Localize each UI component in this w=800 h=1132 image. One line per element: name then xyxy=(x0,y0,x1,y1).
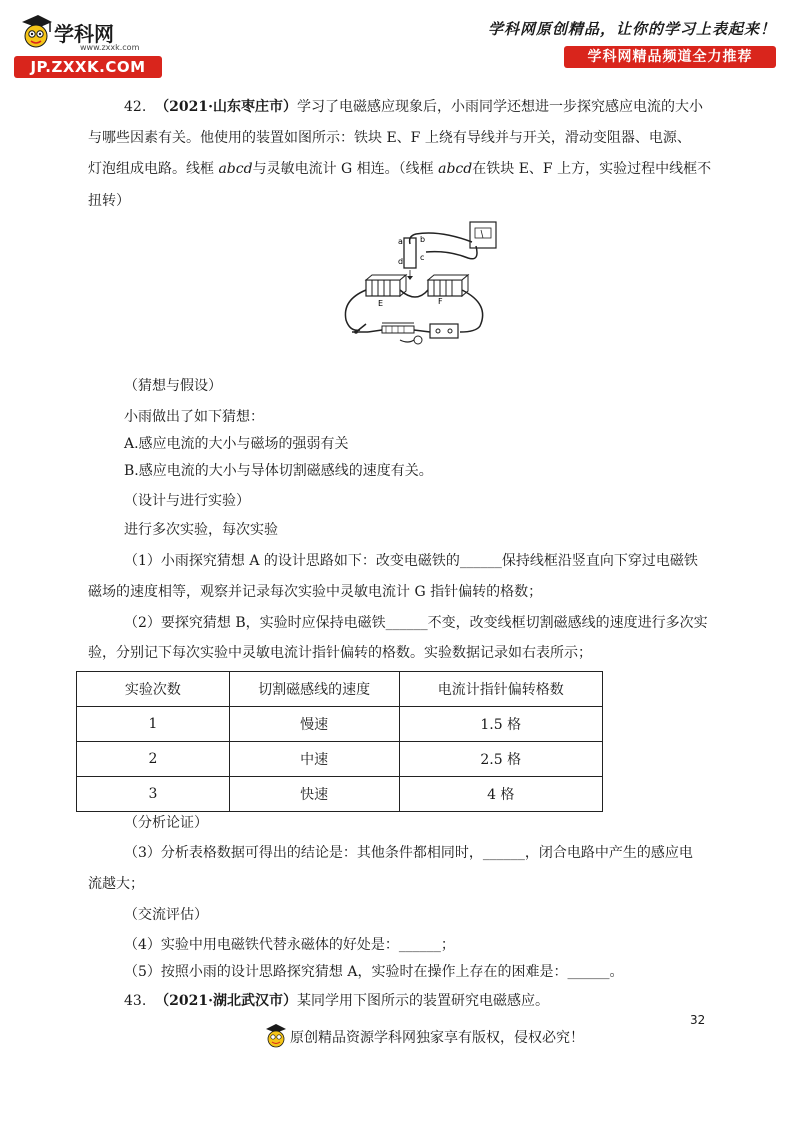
rheostat-icon xyxy=(382,323,414,333)
label-f: F xyxy=(438,297,443,306)
table-cell: 慢速 xyxy=(229,707,399,742)
q43-number: 43. xyxy=(124,993,147,1009)
part-3-line-1: （3）分析表格数据可得出的结论是：其他条件都相同时，______，闭合电路中产生的感应电 xyxy=(124,845,693,861)
q42-line-2: 与哪些因素有关。他使用的装置如图所示：铁块 E、F 上绕有导线并与开关，滑动变阻器、电源、 xyxy=(88,130,691,146)
galvanometer-icon xyxy=(470,222,496,248)
q42-number: 42. xyxy=(124,99,147,115)
part-2-line-2: 验，分别记下每次实验中灵敏电流计指针偏转的格数。实验数据记录如右表所示； xyxy=(88,645,592,661)
q42-text-1: 学习了电磁感应现象后，小雨同学还想进一步探究感应电流的大小 xyxy=(297,99,704,115)
q42-line-4: 扭转） xyxy=(88,193,130,209)
abcd-label-2: abcd xyxy=(438,161,473,177)
hypothesis-b: B.感应电流的大小与导体切割磁感线的速度有关。 xyxy=(124,463,433,479)
table-header-cell: 切割磁感线的速度 xyxy=(229,672,399,707)
design-title: （设计与进行实验） xyxy=(124,493,250,509)
table-header-cell: 实验次数 xyxy=(77,672,230,707)
q43-text: 某同学用下图所示的装置研究电磁感应。 xyxy=(297,993,550,1009)
evaluation-title: （交流评估） xyxy=(124,907,208,923)
table-header-cell: 电流计指针偏转格数 xyxy=(399,672,602,707)
logo-url: JP.ZXXK.COM xyxy=(14,56,162,78)
q42-source: （2021·山东枣庄市） xyxy=(155,99,298,115)
iron-block-f xyxy=(428,275,468,296)
table-row xyxy=(77,777,603,812)
table-cell: 快速 xyxy=(229,777,399,812)
logo-subtitle: www.zxxk.com xyxy=(80,43,140,52)
analysis-title: （分析论证） xyxy=(124,815,208,831)
table-header-row xyxy=(77,672,603,707)
part-1-line-2: 磁场的速度相等，观察并记录每次实验中灵敏电流计 G 指针偏转的格数； xyxy=(88,584,543,600)
experiment-table xyxy=(76,671,603,812)
label-e: E xyxy=(378,299,384,308)
logo-title: 学科网 xyxy=(54,22,114,46)
header-slogan: 学科网原创精品，让你的学习上表起来！ xyxy=(487,20,776,38)
part-2-line-1: （2）要探究猜想 B，实验时应保持电磁铁______不变，改变线框切割磁感线的速度进行多次实 xyxy=(124,615,708,631)
mascot-icon xyxy=(14,12,54,56)
apparatus-diagram xyxy=(330,220,500,350)
label-d: d xyxy=(398,257,404,266)
iron-block-e xyxy=(366,275,406,296)
footer-copyright: 原创精品资源学科网独家享有版权，侵权必究！ xyxy=(290,1030,584,1046)
table-cell: 3 xyxy=(77,777,230,812)
table-cell: 1.5 格 xyxy=(399,707,602,742)
part-5: （5）按照小雨的设计思路探究猜想 A，实验时在操作上存在的困难是：______。 xyxy=(124,964,624,980)
label-b: b xyxy=(420,235,426,244)
bulb-icon xyxy=(400,336,422,344)
q42-line-3: 灯泡组成电路。线框 abcd与灵敏电流计 G 相连。（线框 abcd在铁块 E、F 上方，实验过程中线框不 xyxy=(88,161,712,177)
q43-source: （2021·湖北武汉市） xyxy=(155,993,298,1009)
q42-line-1 xyxy=(124,97,703,117)
switch-icon xyxy=(352,324,368,334)
page-number: 32 xyxy=(690,1013,706,1027)
header-recommend-banner: 学科网精品频道全力推荐 xyxy=(564,46,776,68)
zxxk-logo[interactable] xyxy=(14,12,164,76)
part-4: （4）实验中用电磁铁代替永磁体的好处是：______； xyxy=(124,937,455,953)
table-row xyxy=(77,707,603,742)
hypothesis-a: A.感应电流的大小与磁场的强弱有关 xyxy=(124,436,349,452)
mascot-icon xyxy=(262,1022,288,1052)
page-header xyxy=(0,0,800,80)
label-a: a xyxy=(398,237,403,246)
power-supply-icon xyxy=(430,324,458,338)
hypothesis-title: （猜想与假设） xyxy=(124,378,222,394)
table-cell: 中速 xyxy=(229,742,399,777)
label-c: c xyxy=(420,253,425,262)
q43-line-1 xyxy=(124,991,549,1011)
table-cell: 2 xyxy=(77,742,230,777)
part-3-line-2: 流越大； xyxy=(88,876,144,892)
part-1-line-1: （1）小雨探究猜想 A 的设计思路如下：改变电磁铁的______保持线框沿竖直向下穿过电磁铁 xyxy=(124,553,698,569)
table-cell: 2.5 格 xyxy=(399,742,602,777)
table-row xyxy=(77,742,603,777)
table-cell: 4 格 xyxy=(399,777,602,812)
table-cell: 1 xyxy=(77,707,230,742)
hypothesis-intro: 小雨做出了如下猜想： xyxy=(124,409,264,425)
design-intro: 进行多次实验，每次实验 xyxy=(124,522,278,538)
abcd-label: abcd xyxy=(218,161,253,177)
